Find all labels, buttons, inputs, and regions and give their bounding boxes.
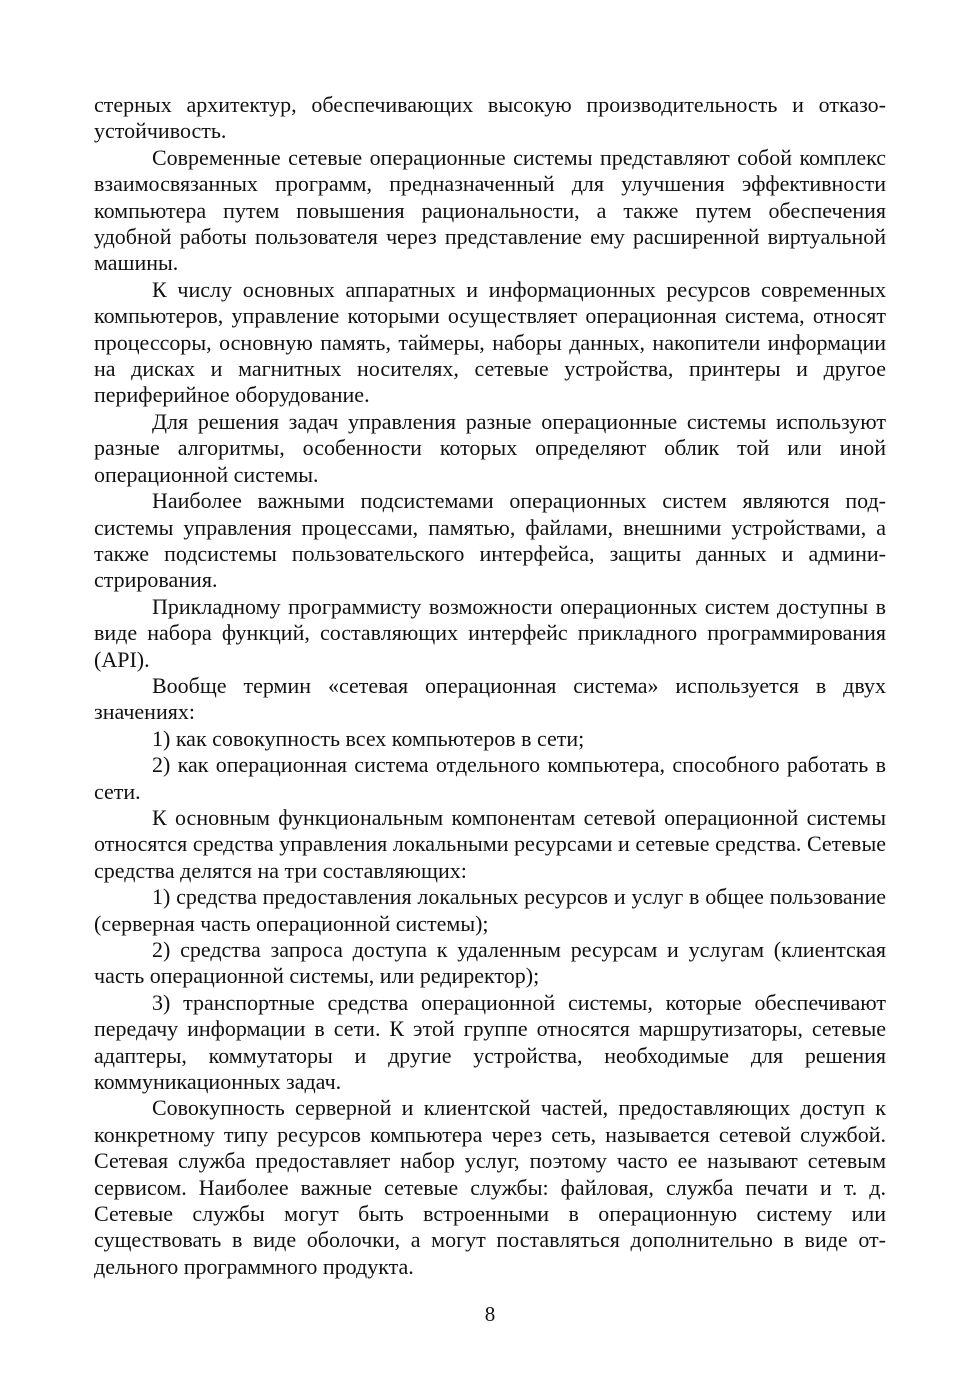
paragraph-algorithms: Для решения задач управления разные операционные системы используют разные алгоритмы, особенности которых определяют облик той или иной операционной системы. — [94, 408, 886, 487]
paragraph-components: К основным функциональным компонентам сетевой операционной системы относятся средства управления локальными ресурсами и сетевые средства. Сетевые средства делятся на три составляющих: — [94, 804, 886, 883]
paragraph-continuation: стерных архитектур, обеспечивающих высокую производительность и отказоустойчивость. — [94, 92, 886, 144]
paragraph-network-service: Совокупность серверной и клиентской частей, предоставляющих доступ к конкретному типу ресурсов компьютера через сеть, называется сетевой службой. Сетевая служба предоставляет набор услуг, поэтому часто ее называют сетевым сервисом. Наиболее важные сетевые службы: файловая, служба печати и т. д. Сетевые службы могут быть встроенными в операционную систему или существовать в виде оболочки, а могут поставляться дополнительно в виде отдельного программного продукта. — [94, 1095, 886, 1279]
list-item-component-1: 1) средства предоставления локальных ресурсов и услуг в общее пользование (серверная часть операционной системы); — [94, 884, 886, 936]
paragraph-network-os-definition: Современные сетевые операционные системы представляют собой комплекс взаимосвязанных программ, предназначенный для улучшения эффективности компьютера путем повышения рациональности, а также путем обеспечения удобной работы пользователя через представление ему расширенной виртуальной машины. — [94, 144, 886, 276]
list-item-meaning-1: 1) как совокупность всех компьютеров в сети; — [152, 725, 585, 751]
paragraph-api: Прикладному программисту возможности операционных систем доступны в виде набора функций, составляющих интерфейс прикладного программирования (API). — [94, 593, 886, 672]
paragraph-term-meanings: Вообще термин «сетевая операционная система» используется в двух значениях: — [94, 672, 886, 725]
page-number: 8 — [484, 1302, 496, 1326]
list-item-meaning-2: 2) как операционная система отдельного компьютера, способного работать в сети. — [94, 752, 886, 804]
list-item-component-3: 3) транспортные средства операционной системы, которые обеспечивают передачу информации в сети. К этой группе относятся маршрутизаторы, сетевые адаптеры, коммутаторы и другие устройства, необходимые для решения коммуникационных задач. — [94, 989, 886, 1095]
paragraph-resources: К числу основных аппаратных и информационных ресурсов современных компьютеров, управление которыми осуществляет операционная система, относят процессоры, основную память, таймеры, наборы данных, накопители информации на дисках и магнитных носителях, сетевые устройства, принтеры и другое периферийное оборудование. — [94, 276, 886, 408]
body-text — [94, 92, 886, 1280]
list-item-component-2: 2) средства запроса доступа к удаленным ресурсам и услугам (клиентская часть операционной системы, или редиректор); — [94, 937, 886, 989]
paragraph-subsystems: Наиболее важными подсистемами операционных систем являются подсистемы управления процессами, памятью, файлами, внешними устройствами, а также подсистемы пользовательского интерфейса, защиты данных и администрирования. — [94, 488, 886, 593]
